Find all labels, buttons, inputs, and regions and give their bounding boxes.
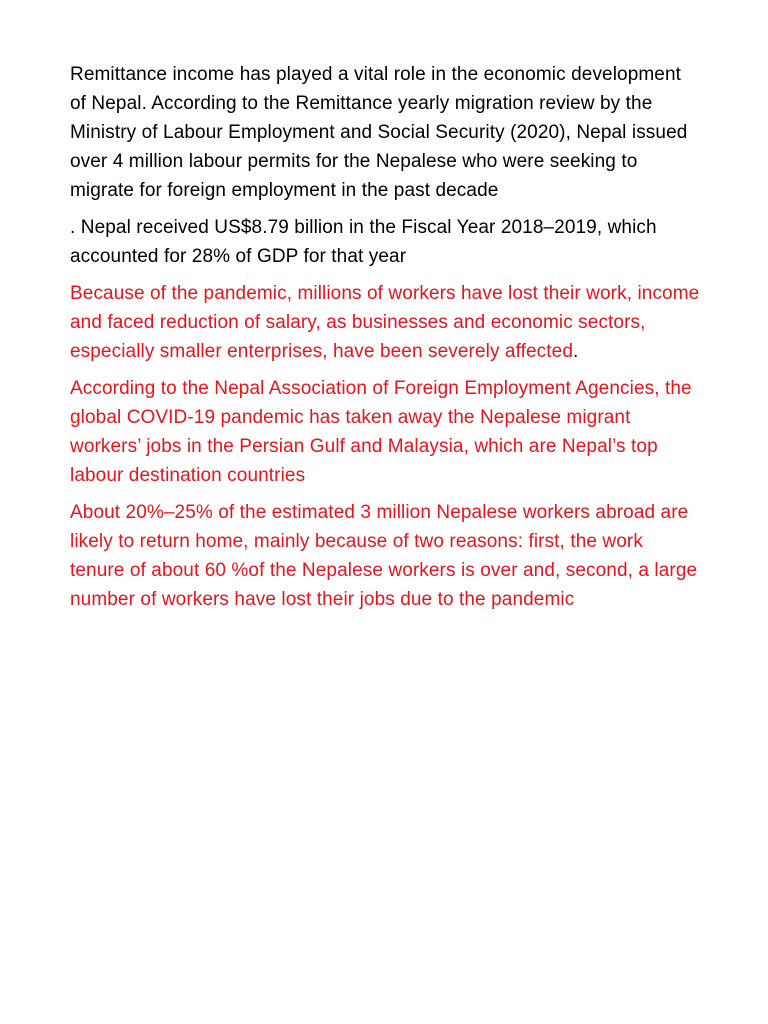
paragraph-pandemic-impact-text: Because of the pandemic, millions of workers have lost their work, income and faced reduction of salary, as businesses and economic sectors, especially smaller enterprises, have been severely affected bbox=[70, 283, 700, 362]
paragraph-pandemic-impact bbox=[70, 279, 700, 366]
paragraph-pandemic-impact-period: . bbox=[572, 341, 579, 362]
paragraph-gulf-jobs: According to the Nepal Association of Foreign Employment Agencies, the global COVID-19 pandemic has taken away the Nepalese migrant workers’ jobs in the Persian Gulf and Malaysia, which are Nepal’s top labour destination countries bbox=[70, 378, 692, 486]
paragraph-remittance-gdp: . Nepal received US$8.79 billion in the Fiscal Year 2018–2019, which accounted for 28% of GDP for that year bbox=[70, 217, 657, 267]
paragraph-remittance-intro: Remittance income has played a vital role in the economic development of Nepal. According to the Remittance yearly migration review by the Ministry of Labour Employment and Social Security (2020), Nepal issued over 4 million labour permits for the Nepalese who were seeking to migrate for foreign employment in the past decade bbox=[70, 64, 688, 201]
paragraph-returning-workers: About 20%–25% of the estimated 3 million Nepalese workers abroad are likely to return home, mainly because of two reasons: first, the work tenure of about 60 %of the Nepalese workers is over and, second, a large number of workers have lost their jobs due to the pandemic bbox=[70, 502, 698, 610]
